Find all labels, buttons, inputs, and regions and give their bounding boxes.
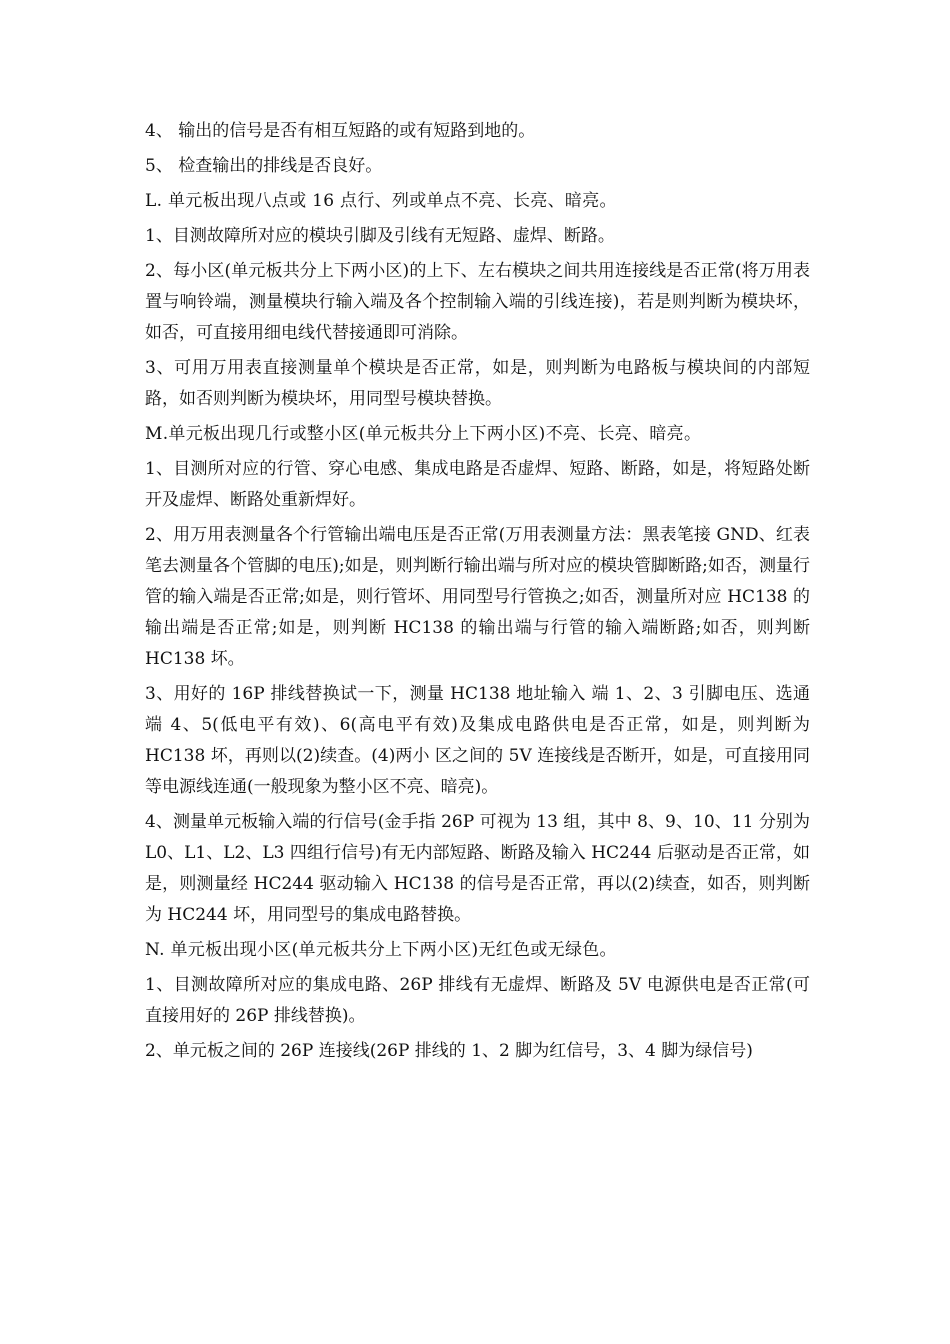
paragraph-m-1: 1、目测所对应的行管、穿心电感、集成电路是否虚焊、短路、断路，如是，将短路处断开及虚焊、断路处重新焊好。 <box>145 459 810 510</box>
paragraph-m-2: 2、用万用表测量各个行管输出端电压是否正常(万用表测量方法：黑表笔接 GND、红表笔去测量各个管脚的电压);如是，则判断行输出端与所对应的模块管脚断路;如否，测量行管的输入端是否正常;如是，则行管坏、用同型号行管换之;如否，测量所对应 HC138 的输出端是否正常;如是，则判断 HC138 的输出端与行管的输入端断路;如否，则判断 HC138 坏。 <box>145 525 810 669</box>
paragraph-item-5: 5、 检查输出的排线是否良好。 <box>145 156 383 176</box>
paragraph-n-2: 2、单元板之间的 26P 连接线(26P 排线的 1、2 脚为红信号，3、4 脚为绿信号) <box>145 1041 753 1061</box>
paragraph-m-3: 3、用好的 16P 排线替换试一下，测量 HC138 地址输入 端 1、2、3 引脚电压、选通端 4、5(低电平有效)、6(高电平有效)及集成电路供电是否正常，如是，则判断为 HC138 坏，再则以(2)续查。(4)两小 区之间的 5V 连接线是否断开，如是，可直接用同等电源线连通(一般现象为整小区不亮、暗亮)。 <box>145 684 810 797</box>
section-heading-l: L. 单元板出现八点或 16 点行、列或单点不亮、长亮、暗亮。 <box>145 191 617 211</box>
paragraph-item-4: 4、 输出的信号是否有相互短路的或有短路到地的。 <box>145 121 536 141</box>
paragraph-n-1: 1、目测故障所对应的集成电路、26P 排线有无虚焊、断路及 5V 电源供电是否正常(可直接用好的 26P 排线替换)。 <box>145 975 810 1026</box>
paragraph-l-2: 2、每小区(单元板共分上下两小区)的上下、左右模块之间共用连接线是否正常(将万用表置与响铃端，测量模块行输入端及各个控制输入端的引线连接)，若是则判断为模块坏，如否，可直接用细电线代替接通即可消除。 <box>145 261 810 343</box>
section-heading-m: M.单元板出现几行或整小区(单元板共分上下两小区)不亮、长亮、暗亮。 <box>145 424 702 444</box>
document-body <box>145 116 810 1071</box>
paragraph-m-4: 4、测量单元板输入端的行信号(金手指 26P 可视为 13 组，其中 8、9、10、11 分别为 L0、L1、L2、L3 四组行信号)有无内部短路、断路及输入 HC244 后驱动是否正常，如是，则测量经 HC244 驱动输入 HC138 的信号是否正常，再以(2)续查，如否，则判断为 HC244 坏，用同型号的集成电路替换。 <box>145 812 810 925</box>
paragraph-l-3: 3、可用万用表直接测量单个模块是否正常，如是，则判断为电路板与模块间的内部短路，如否则判断为模块坏，用同型号模块替换。 <box>145 358 810 409</box>
paragraph-l-1: 1、目测故障所对应的模块引脚及引线有无短路、虚焊、断路。 <box>145 226 615 246</box>
section-heading-n: N. 单元板出现小区(单元板共分上下两小区)无红色或无绿色。 <box>145 940 617 960</box>
